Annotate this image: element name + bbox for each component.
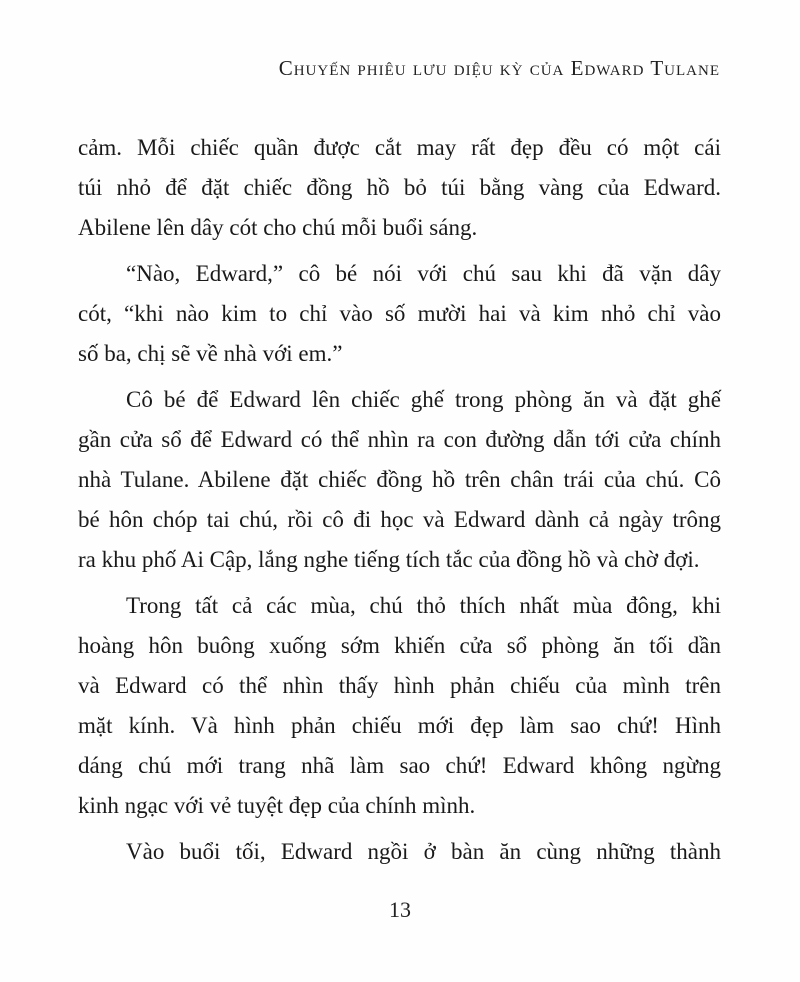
text-line: Vào buổi tối, Edward ngồi ở bàn ăn cùng những thành — [126, 839, 721, 864]
paragraph — [78, 254, 721, 374]
paragraph — [78, 128, 721, 248]
text-line: Trong tất cả các mùa, chú thỏ thích nhất mùa đông, khi — [126, 593, 721, 618]
text-line: bé hôn chóp tai chú, rồi cô đi học và Edward dành cả ngày trông — [78, 507, 721, 532]
text-line: cảm. Mỗi chiếc quần được cắt may rất đẹp đều có một cái — [78, 135, 721, 160]
running-header: Chuyến phiêu lưu diệu kỳ của Edward Tulane — [278, 56, 720, 80]
body-text — [78, 128, 721, 872]
text-line: nhà Tulane. Abilene đặt chiếc đồng hồ trên chân trái của chú. Cô — [78, 467, 721, 492]
text-line: cót, “khi nào kim to chỉ vào số mười hai và kim nhỏ chỉ vào — [78, 301, 721, 326]
text-line: túi nhỏ để đặt chiếc đồng hồ bỏ túi bằng vàng của Edward. — [78, 175, 721, 200]
text-line: “Nào, Edward,” cô bé nói với chú sau khi đã vặn dây — [126, 261, 721, 286]
text-line: mặt kính. Và hình phản chiếu mới đẹp làm sao chứ! Hình — [78, 713, 721, 738]
text-line: hoàng hôn buông xuống sớm khiến cửa sổ phòng ăn tối dần — [78, 633, 721, 658]
text-line: Cô bé để Edward lên chiếc ghế trong phòng ăn và đặt ghế — [126, 387, 721, 412]
text-line: gần cửa sổ để Edward có thể nhìn ra con đường dẫn tới cửa chính — [78, 427, 721, 452]
text-line: số ba, chị sẽ về nhà với em.” — [78, 341, 343, 366]
text-line: kinh ngạc với vẻ tuyệt đẹp của chính mình. — [78, 793, 476, 818]
text-line: và Edward có thể nhìn thấy hình phản chiếu của mình trên — [78, 673, 721, 698]
paragraph — [78, 586, 721, 826]
page-number: 13 — [389, 897, 411, 922]
text-line: dáng chú mới trang nhã làm sao chứ! Edward không ngừng — [78, 753, 721, 778]
paragraph — [78, 832, 721, 872]
text-line: ra khu phố Ai Cập, lắng nghe tiếng tích tắc của đồng hồ và chờ đợi. — [78, 547, 700, 572]
text-line: Abilene lên dây cót cho chú mỗi buổi sáng. — [78, 215, 478, 240]
paragraph — [78, 380, 721, 580]
